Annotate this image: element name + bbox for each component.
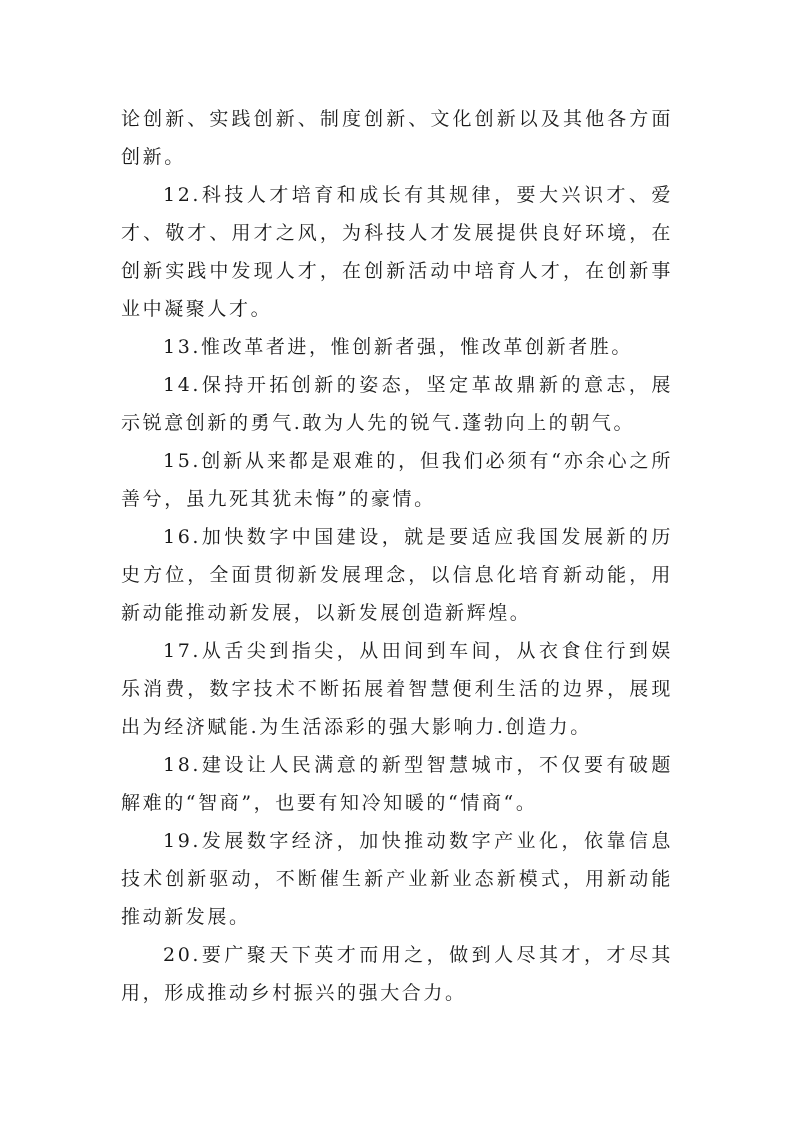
paragraph-20: 20.要广聚天下英才而用之，做到人尽其才，才尽其用，形成推动乡村振兴的强大合力。 bbox=[121, 944, 673, 1004]
paragraph-15: 15.创新从来都是艰难的，但我们必须有“亦余心之所善兮，虽九死其犹未悔”的豪情。 bbox=[121, 450, 673, 510]
paragraph-11-continuation: 论创新、实践创新、制度创新、文化创新以及其他各方面创新。 bbox=[121, 108, 673, 168]
paragraph-14: 14.保持开拓创新的姿态，坚定革故鼎新的意志，展示锐意创新的勇气.敢为人先的锐气.蓬勃向上的朝气。 bbox=[121, 374, 673, 434]
paragraph-18: 18.建设让人民满意的新型智慧城市，不仅要有破题解难的“智商”，也要有知冷知暖的“情商“。 bbox=[121, 754, 673, 814]
paragraph-13: 13.惟改革者进，惟创新者强，惟改革创新者胜。 bbox=[163, 336, 634, 358]
paragraph-19: 19.发展数字经济，加快推动数字产业化，依靠信息技术创新驱动，不断催生新产业新业态新模式，用新动能推动新发展。 bbox=[121, 830, 673, 928]
paragraph-12: 12.科技人才培育和成长有其规律，要大兴识才、爱才、敬才、用才之风，为科技人才发展提供良好环境，在创新实践中发现人才，在创新活动中培育人才，在创新事业中凝聚人才。 bbox=[121, 184, 673, 320]
document-body bbox=[121, 100, 673, 1012]
paragraph-16: 16.加快数字中国建设，就是要适应我国发展新的历史方位，全面贯彻新发展理念，以信息化培育新动能，用新动能推动新发展，以新发展创造新辉煌。 bbox=[121, 526, 673, 624]
paragraph-17: 17.从舌尖到指尖，从田间到车间，从衣食住行到娱乐消费，数字技术不断拓展着智慧便利生活的边界，展现出为经济赋能.为生活添彩的强大影响力.创造力。 bbox=[121, 640, 673, 738]
